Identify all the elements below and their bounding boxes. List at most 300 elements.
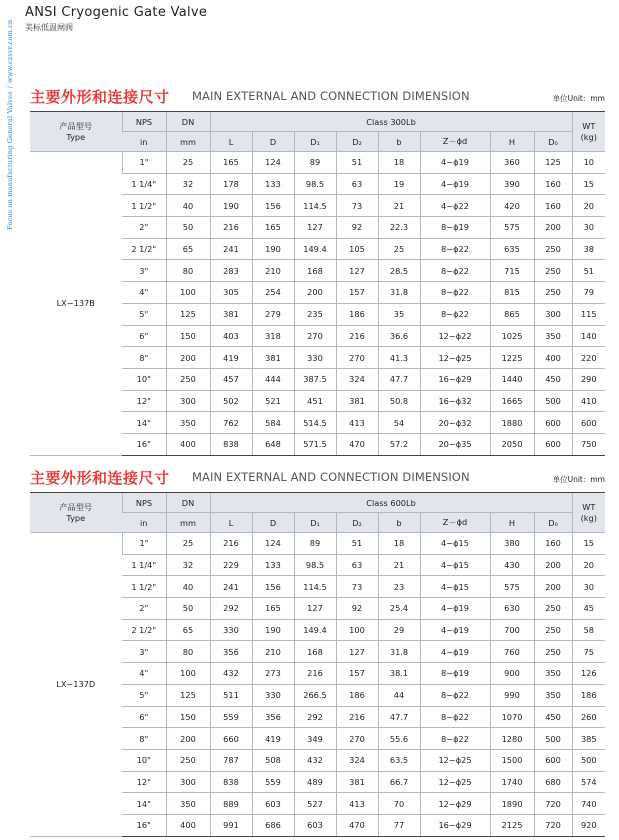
side-brand-text: [6, 20, 14, 230]
cell-dn: 32: [166, 554, 210, 576]
cell-l: 403: [210, 325, 252, 347]
cell-l: 190: [210, 195, 252, 217]
weight-header-wt: WT: [582, 501, 596, 512]
cell-d2: 157: [336, 663, 378, 685]
cell-wt: 30: [572, 576, 605, 598]
cell-nps: 2 1/2": [122, 238, 166, 260]
cell-nps: 1 1/2": [122, 576, 166, 598]
cell-z-d: 8−ϕ22: [420, 260, 490, 282]
cell-d: 273: [252, 663, 294, 685]
cell-d1: 89: [294, 533, 336, 555]
cell-z-d: 8−ϕ19: [420, 217, 490, 239]
cell-l: 838: [210, 771, 252, 793]
cell-d0: 160: [534, 195, 572, 217]
col-h-header: H: [490, 513, 534, 533]
cell-z-d: 20−ϕ35: [420, 433, 490, 455]
cell-l: 305: [210, 282, 252, 304]
cell-d2: 63: [336, 554, 378, 576]
cell-z-d: 4−ϕ19: [420, 173, 490, 195]
cell-d2: 381: [336, 771, 378, 793]
cell-l: 178: [210, 173, 252, 195]
unit-in-header: in: [122, 132, 166, 152]
cell-l: 419: [210, 347, 252, 369]
cell-d2: 470: [336, 433, 378, 455]
cell-d: 190: [252, 238, 294, 260]
cell-dn: 65: [166, 619, 210, 641]
cell-d: 330: [252, 684, 294, 706]
cell-z-d: 4−ϕ19: [420, 641, 490, 663]
cell-dn: 125: [166, 684, 210, 706]
cell-nps: 5": [122, 303, 166, 325]
cell-d: 521: [252, 390, 294, 412]
type-header: [30, 493, 122, 533]
cell-d1: 127: [294, 217, 336, 239]
cell-b: 28.5: [378, 260, 420, 282]
cell-d0: 200: [534, 576, 572, 598]
cell-z-d: 8−ϕ22: [420, 728, 490, 750]
cell-nps: 3": [122, 260, 166, 282]
cell-d1: 387.5: [294, 368, 336, 390]
cell-nps: 1 1/4": [122, 554, 166, 576]
document-subtitle: 美标低温闸阀: [25, 23, 73, 32]
cell-d0: 250: [534, 641, 572, 663]
cell-h: 2050: [490, 433, 534, 455]
cell-nps: 8": [122, 728, 166, 750]
cell-wt: 740: [572, 793, 605, 815]
cell-dn: 250: [166, 368, 210, 390]
cell-z-d: 12−ϕ25: [420, 347, 490, 369]
side-url: www.czsvr.com.cn: [6, 19, 14, 83]
cell-d: 133: [252, 173, 294, 195]
nps-header: NPS: [122, 112, 166, 132]
cell-h: 900: [490, 663, 534, 685]
cell-d: 279: [252, 303, 294, 325]
weight-header-wt: WT: [582, 120, 596, 131]
cell-h: 815: [490, 282, 534, 304]
cell-d2: 413: [336, 793, 378, 815]
cell-z-d: 8−ϕ22: [420, 303, 490, 325]
cell-wt: 574: [572, 771, 605, 793]
cell-d: 210: [252, 260, 294, 282]
cell-b: 31.8: [378, 641, 420, 663]
cell-dn: 65: [166, 238, 210, 260]
cell-nps: 2 1/2": [122, 619, 166, 641]
cell-b: 38.1: [378, 663, 420, 685]
weight-header-kg: (kg): [580, 131, 597, 142]
cell-dn: 25: [166, 533, 210, 555]
type-header: [30, 112, 122, 152]
cell-h: 1025: [490, 325, 534, 347]
cell-dn: 200: [166, 728, 210, 750]
class-header: Class 600Lb: [210, 493, 572, 513]
cell-nps: 8": [122, 347, 166, 369]
cell-h: 420: [490, 195, 534, 217]
dimension-table: [30, 492, 605, 837]
cell-d1: 451: [294, 390, 336, 412]
type-header-en: Type: [66, 131, 86, 142]
cell-wt: 410: [572, 390, 605, 412]
header-row: [30, 493, 605, 513]
cell-d2: 100: [336, 619, 378, 641]
cell-wt: 15: [572, 173, 605, 195]
cell-d: 124: [252, 152, 294, 174]
cell-d: 584: [252, 412, 294, 434]
cell-h: 360: [490, 152, 534, 174]
cell-d0: 160: [534, 533, 572, 555]
cell-l: 216: [210, 217, 252, 239]
cell-wt: 290: [572, 368, 605, 390]
cell-d: 165: [252, 598, 294, 620]
cell-d1: 432: [294, 749, 336, 771]
cell-wt: 10: [572, 152, 605, 174]
cell-d0: 500: [534, 390, 572, 412]
cell-wt: 920: [572, 814, 605, 836]
cell-d: 559: [252, 771, 294, 793]
cell-h: 1280: [490, 728, 534, 750]
cell-b: 47.7: [378, 368, 420, 390]
cell-z-d: 12−ϕ25: [420, 749, 490, 771]
cell-wt: 51: [572, 260, 605, 282]
cell-nps: 1 1/4": [122, 173, 166, 195]
cell-z-d: 8−ϕ19: [420, 663, 490, 685]
cell-d2: 51: [336, 152, 378, 174]
cell-h: 865: [490, 303, 534, 325]
cell-d: 124: [252, 533, 294, 555]
cell-dn: 250: [166, 749, 210, 771]
dimension-table: [30, 111, 605, 456]
cell-d: 156: [252, 195, 294, 217]
cell-l: 457: [210, 368, 252, 390]
cell-d2: 92: [336, 217, 378, 239]
cell-b: 18: [378, 152, 420, 174]
cell-dn: 50: [166, 598, 210, 620]
cell-l: 889: [210, 793, 252, 815]
cell-b: 47.7: [378, 706, 420, 728]
cell-b: 70: [378, 793, 420, 815]
cell-l: 559: [210, 706, 252, 728]
cell-l: 511: [210, 684, 252, 706]
cell-dn: 150: [166, 325, 210, 347]
side-divider: /: [6, 85, 14, 89]
cell-d0: 350: [534, 325, 572, 347]
cell-d0: 500: [534, 728, 572, 750]
cell-d1: 349: [294, 728, 336, 750]
cell-d2: 157: [336, 282, 378, 304]
cell-b: 57.2: [378, 433, 420, 455]
section-header: [30, 86, 605, 106]
section-title-en: MAIN EXTERNAL AND CONNECTION DIMENSION: [192, 470, 470, 484]
cell-b: 21: [378, 195, 420, 217]
cell-d2: 413: [336, 412, 378, 434]
cell-dn: 350: [166, 412, 210, 434]
cell-d0: 350: [534, 684, 572, 706]
cell-d: 603: [252, 793, 294, 815]
cell-d2: 105: [336, 238, 378, 260]
cell-d0: 250: [534, 238, 572, 260]
cell-d1: 149.4: [294, 619, 336, 641]
cell-h: 1225: [490, 347, 534, 369]
cell-dn: 40: [166, 195, 210, 217]
cell-l: 165: [210, 152, 252, 174]
cell-l: 502: [210, 390, 252, 412]
cell-b: 36.6: [378, 325, 420, 347]
unit-mm-header: mm: [166, 513, 210, 533]
cell-dn: 100: [166, 663, 210, 685]
section-header: [30, 467, 605, 487]
cell-b: 50.8: [378, 390, 420, 412]
cell-z-d: 16−ϕ29: [420, 368, 490, 390]
cell-l: 432: [210, 663, 252, 685]
unit-mm-header: mm: [166, 132, 210, 152]
cell-d1: 571.5: [294, 433, 336, 455]
cell-d1: 603: [294, 814, 336, 836]
col-zd-header: Z－ϕd: [420, 513, 490, 533]
cell-d0: 250: [534, 619, 572, 641]
cell-b: 18: [378, 533, 420, 555]
col-d0-header: D₀: [534, 513, 572, 533]
cell-h: 715: [490, 260, 534, 282]
dimension-section: [30, 86, 605, 456]
cell-h: 1665: [490, 390, 534, 412]
cell-d2: 127: [336, 260, 378, 282]
unit-in-header: in: [122, 513, 166, 533]
cell-dn: 40: [166, 576, 210, 598]
col-d-header: D: [252, 132, 294, 152]
cell-d1: 89: [294, 152, 336, 174]
cell-d2: 186: [336, 303, 378, 325]
cell-wt: 600: [572, 412, 605, 434]
cell-l: 991: [210, 814, 252, 836]
cell-d1: 149.4: [294, 238, 336, 260]
cell-nps: 2": [122, 598, 166, 620]
cell-nps: 14": [122, 793, 166, 815]
cell-d1: 216: [294, 663, 336, 685]
cell-d1: 527: [294, 793, 336, 815]
col-zd-header: Z－ϕd: [420, 132, 490, 152]
cell-z-d: 12−ϕ29: [420, 793, 490, 815]
cell-l: 762: [210, 412, 252, 434]
cell-d2: 73: [336, 576, 378, 598]
cell-d1: 168: [294, 260, 336, 282]
cell-d0: 600: [534, 412, 572, 434]
cell-d0: 600: [534, 433, 572, 455]
cell-z-d: 4−ϕ15: [420, 576, 490, 598]
cell-d1: 127: [294, 598, 336, 620]
type-header-cn: 产品型号: [59, 501, 93, 512]
cell-dn: 400: [166, 433, 210, 455]
cell-d2: 470: [336, 814, 378, 836]
section-title-en: MAIN EXTERNAL AND CONNECTION DIMENSION: [192, 89, 470, 103]
cell-b: 31.8: [378, 282, 420, 304]
dn-header: DN: [166, 112, 210, 132]
cell-b: 22.3: [378, 217, 420, 239]
cell-d: 686: [252, 814, 294, 836]
cell-d1: 489: [294, 771, 336, 793]
nps-header: NPS: [122, 493, 166, 513]
cell-d: 165: [252, 217, 294, 239]
cell-h: 380: [490, 533, 534, 555]
cell-z-d: 4−ϕ19: [420, 152, 490, 174]
cell-wt: 115: [572, 303, 605, 325]
cell-dn: 400: [166, 814, 210, 836]
cell-d: 318: [252, 325, 294, 347]
cell-d0: 250: [534, 282, 572, 304]
col-d2-header: D₂: [336, 513, 378, 533]
cell-z-d: 4−ϕ19: [420, 619, 490, 641]
cell-d0: 300: [534, 303, 572, 325]
cell-nps: 10": [122, 368, 166, 390]
cell-d0: 250: [534, 598, 572, 620]
cell-d1: 235: [294, 303, 336, 325]
cell-h: 700: [490, 619, 534, 641]
cell-wt: 385: [572, 728, 605, 750]
col-d0-header: D₀: [534, 132, 572, 152]
cell-wt: 750: [572, 433, 605, 455]
cell-d1: 114.5: [294, 195, 336, 217]
cell-d0: 450: [534, 706, 572, 728]
cell-d: 444: [252, 368, 294, 390]
cell-z-d: 4−ϕ15: [420, 554, 490, 576]
col-b-header: b: [378, 513, 420, 533]
cell-d0: 160: [534, 173, 572, 195]
cell-z-d: 8−ϕ22: [420, 282, 490, 304]
cell-d1: 266.5: [294, 684, 336, 706]
cell-wt: 500: [572, 749, 605, 771]
cell-dn: 25: [166, 152, 210, 174]
cell-d: 210: [252, 641, 294, 663]
cell-b: 29: [378, 619, 420, 641]
cell-dn: 50: [166, 217, 210, 239]
type-header-cn: 产品型号: [59, 120, 93, 131]
cell-z-d: 8−ϕ22: [420, 684, 490, 706]
section-title-cn: 主要外形和连接尺寸: [30, 88, 170, 106]
type-cell: LX−137D: [30, 533, 122, 837]
cell-nps: 1 1/2": [122, 195, 166, 217]
weight-header: [572, 493, 605, 533]
cell-b: 77: [378, 814, 420, 836]
cell-d1: 114.5: [294, 576, 336, 598]
cell-h: 990: [490, 684, 534, 706]
cell-d0: 400: [534, 347, 572, 369]
cell-d0: 200: [534, 217, 572, 239]
cell-z-d: 16−ϕ29: [420, 814, 490, 836]
cell-h: 1440: [490, 368, 534, 390]
cell-dn: 300: [166, 390, 210, 412]
cell-nps: 3": [122, 641, 166, 663]
cell-d0: 680: [534, 771, 572, 793]
cell-b: 41.3: [378, 347, 420, 369]
cell-b: 66.7: [378, 771, 420, 793]
cell-h: 1880: [490, 412, 534, 434]
cell-l: 292: [210, 598, 252, 620]
cell-l: 381: [210, 303, 252, 325]
cell-b: 21: [378, 554, 420, 576]
cell-d0: 720: [534, 814, 572, 836]
cell-dn: 80: [166, 641, 210, 663]
cell-l: 330: [210, 619, 252, 641]
cell-l: 787: [210, 749, 252, 771]
cell-b: 54: [378, 412, 420, 434]
cell-z-d: 4−ϕ15: [420, 533, 490, 555]
cell-wt: 15: [572, 533, 605, 555]
cell-nps: 16": [122, 814, 166, 836]
cell-nps: 6": [122, 706, 166, 728]
cell-d2: 216: [336, 325, 378, 347]
type-header-en: Type: [66, 512, 86, 523]
cell-dn: 200: [166, 347, 210, 369]
section-title-cn: 主要外形和连接尺寸: [30, 469, 170, 487]
class-header: Class 300Lb: [210, 112, 572, 132]
cell-d: 190: [252, 619, 294, 641]
document-title: ANSI Cryogenic Gate Valve: [25, 5, 208, 20]
cell-d2: 92: [336, 598, 378, 620]
cell-wt: 186: [572, 684, 605, 706]
cell-z-d: 12−ϕ25: [420, 771, 490, 793]
cell-nps: 6": [122, 325, 166, 347]
cell-wt: 30: [572, 217, 605, 239]
cell-nps: 1": [122, 533, 166, 555]
cell-dn: 32: [166, 173, 210, 195]
cell-z-d: 8−ϕ22: [420, 238, 490, 260]
cell-dn: 350: [166, 793, 210, 815]
cell-d2: 381: [336, 390, 378, 412]
cell-wt: 45: [572, 598, 605, 620]
cell-d2: 270: [336, 347, 378, 369]
cell-b: 19: [378, 173, 420, 195]
cell-l: 356: [210, 641, 252, 663]
cell-wt: 126: [572, 663, 605, 685]
cell-d0: 450: [534, 368, 572, 390]
cell-wt: 20: [572, 554, 605, 576]
cell-d: 648: [252, 433, 294, 455]
cell-b: 35: [378, 303, 420, 325]
cell-wt: 140: [572, 325, 605, 347]
cell-wt: 58: [572, 619, 605, 641]
table-row: [30, 533, 605, 555]
cell-d1: 292: [294, 706, 336, 728]
cell-h: 635: [490, 238, 534, 260]
cell-nps: 10": [122, 749, 166, 771]
cell-wt: 260: [572, 706, 605, 728]
cell-b: 44: [378, 684, 420, 706]
cell-wt: 220: [572, 347, 605, 369]
cell-d0: 125: [534, 152, 572, 174]
cell-h: 1070: [490, 706, 534, 728]
cell-z-d: 20−ϕ32: [420, 412, 490, 434]
cell-d: 356: [252, 706, 294, 728]
cell-z-d: 8−ϕ22: [420, 706, 490, 728]
header-row: [30, 112, 605, 132]
cell-wt: 79: [572, 282, 605, 304]
unit-label: 单位Unit：mm: [552, 94, 605, 103]
cell-b: 25: [378, 238, 420, 260]
cell-h: 1500: [490, 749, 534, 771]
dimension-section: [30, 467, 605, 837]
cell-h: 575: [490, 576, 534, 598]
cell-d0: 350: [534, 663, 572, 685]
cell-nps: 5": [122, 684, 166, 706]
cell-l: 241: [210, 576, 252, 598]
cell-z-d: 4−ϕ19: [420, 598, 490, 620]
cell-l: 660: [210, 728, 252, 750]
cell-d1: 200: [294, 282, 336, 304]
cell-d2: 324: [336, 749, 378, 771]
cell-d: 419: [252, 728, 294, 750]
cell-l: 241: [210, 238, 252, 260]
weight-header-kg: (kg): [580, 512, 597, 523]
cell-d2: 270: [336, 728, 378, 750]
cell-d1: 98.5: [294, 554, 336, 576]
